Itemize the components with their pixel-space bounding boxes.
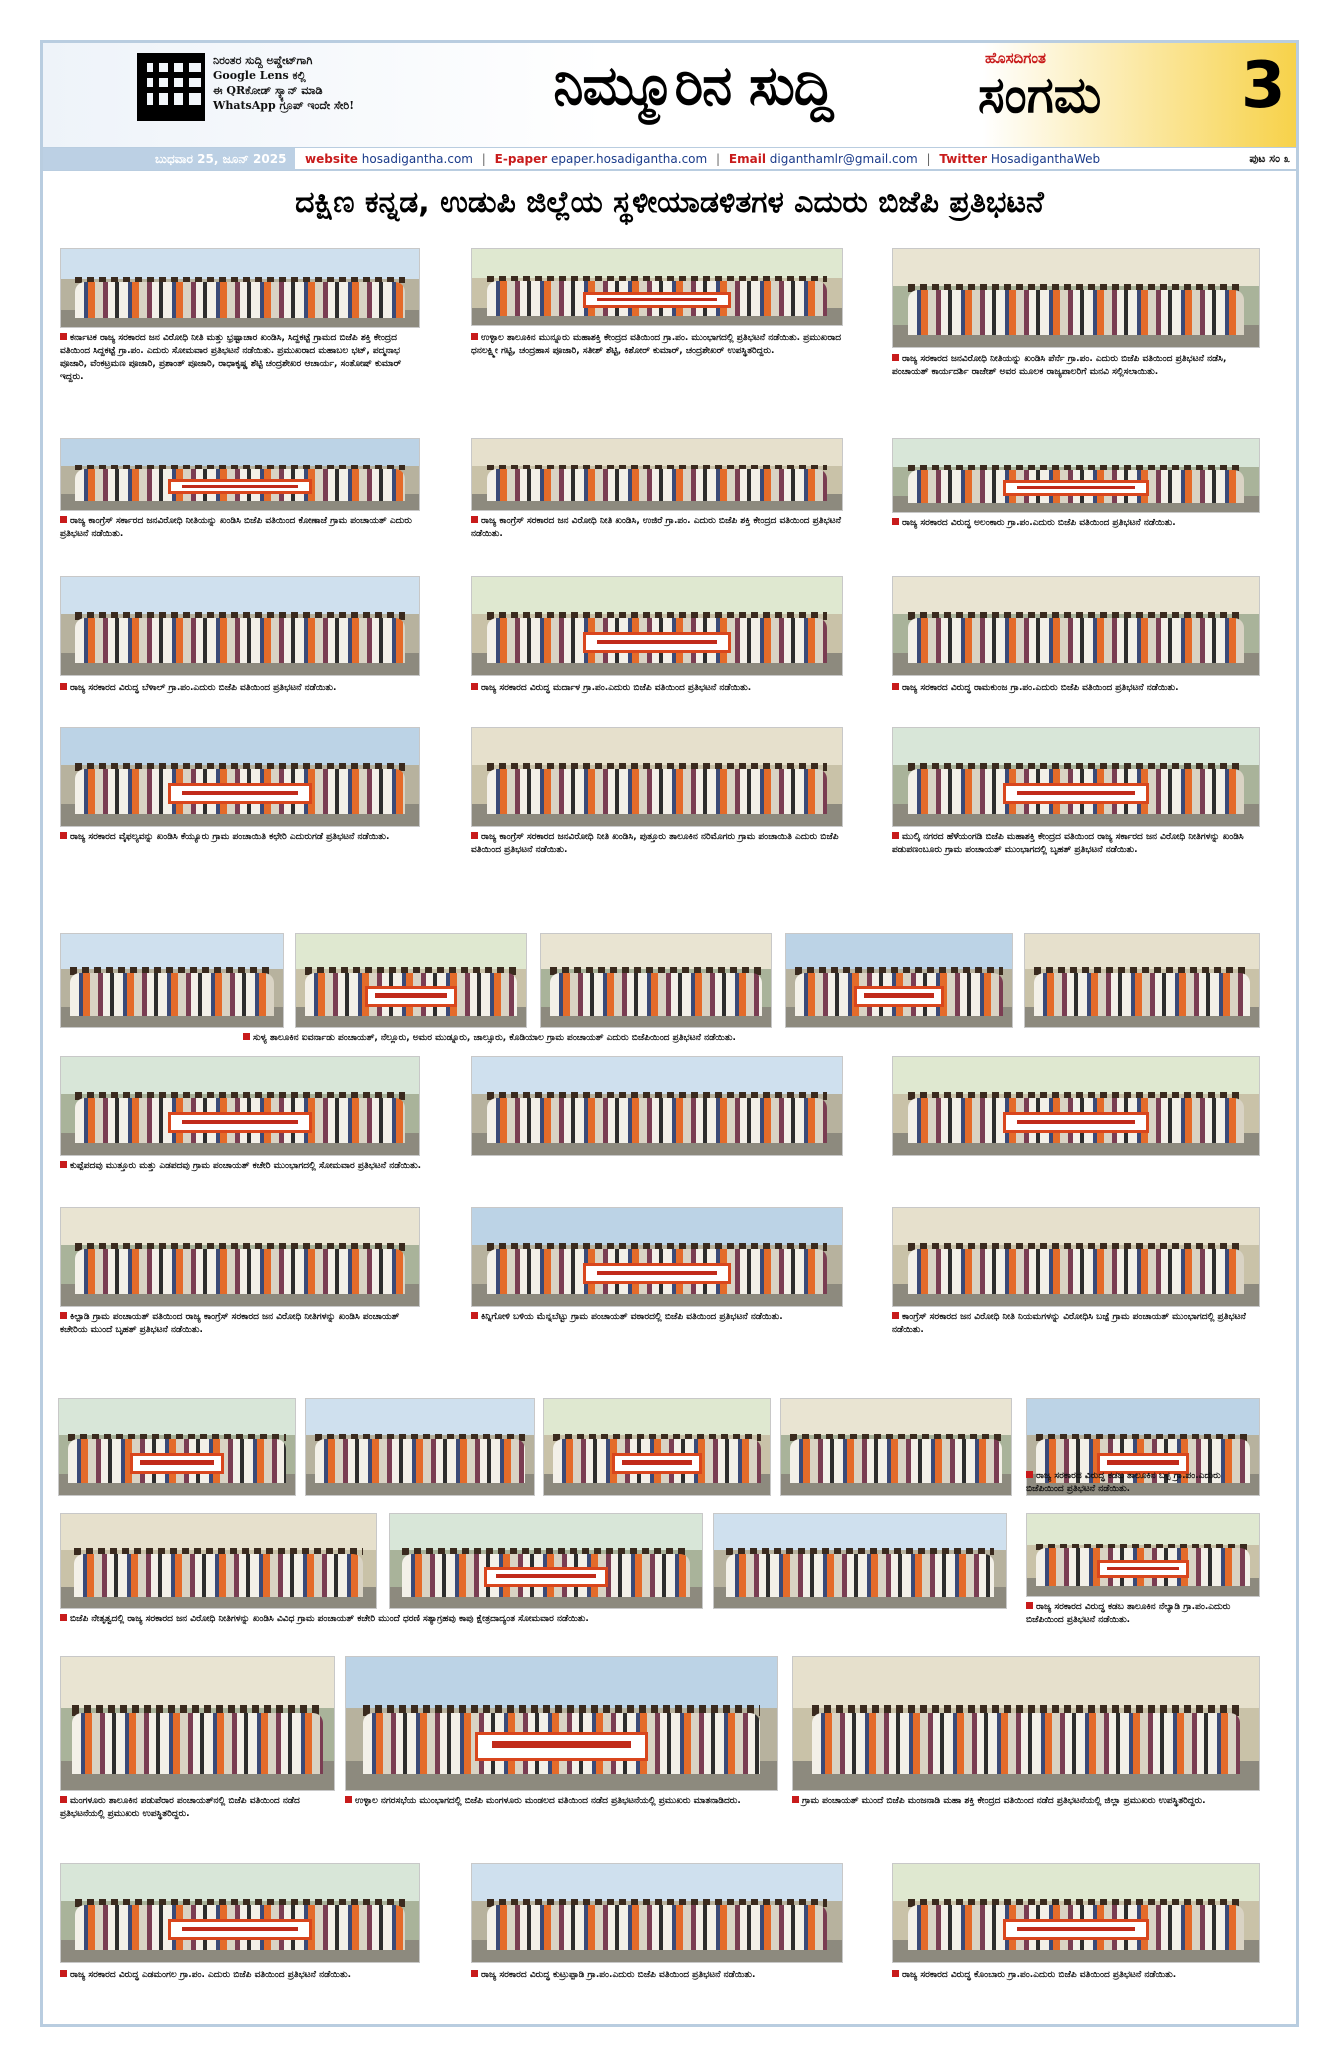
photo-crowd — [75, 282, 404, 318]
photo-caption — [471, 682, 843, 695]
photo-background — [472, 1864, 842, 1901]
news-photo — [60, 1656, 335, 1791]
protest-banner — [484, 1567, 609, 1588]
photo-caption — [1026, 1470, 1260, 1496]
protest-banner — [1097, 1560, 1190, 1578]
photo-caption — [60, 1969, 420, 1982]
photo-background — [893, 249, 1259, 286]
news-photo — [295, 933, 527, 1028]
protest-banner — [1003, 480, 1149, 496]
photo-caption — [471, 332, 843, 358]
caption-text: ರಾಜ್ಯ ಸರಕಾರದ ಜನವಿರೋಧಿ ನೀತಿಯನ್ನು ಖಂಡಿಸಿ ಪೆರ್ನೆ ಗ್ರಾ.ಪಂ. ಎದುರು ಬಿಜೆಪಿ ವತಿಯಿಂದ ಪ್ರತಿಭಟನೆ ನಡೆಸಿ, ಪಂಚಾಯತ್ ಕಾರ್ಯದರ್ಶಿ ರಾಜೇಶ್ ಅವರ ಮೂಲಕ ರಾಜ್ಯಪಾಲರಿಗೆ ಮನವಿ ಸಲ್ಲಿಸಲಾಯಿತು. — [892, 354, 1227, 377]
news-photo — [60, 727, 420, 827]
caption-text: ರಾಜ್ಯ ಸರಕಾರದ ವಿರುದ್ಧ ಕೊಂಬಾರು ಗ್ರಾ.ಪಂ.ಎದುರು ಬಿಜೆಪಿ ವತಿಯಿಂದ ಪ್ರತಿಭಟನೆ ನಡೆಯಿತು. — [902, 1970, 1177, 1980]
photo-crowd — [487, 769, 827, 814]
photo-caption — [243, 1032, 1083, 1045]
edition-name: ಸಂಗಮ — [978, 66, 1102, 124]
photo-background — [893, 577, 1259, 614]
caption-text: ರಾಜ್ಯ ಕಾಂಗ್ರೆಸ್ ಸರಕಾರದ ಜನ ವಿರೋಧಿ ನೀತಿ ಖಂಡಿಸಿ, ಉಜಿರೆ ಗ್ರಾ.ಪಂ. ಎದುರು ಬಿಜೆಪಿ ಶಕ್ತಿ ಕೇಂದ್ರದ ವತಿಯಿಂದ ಪ್ರತಿಭಟನೆ ನಡೆಯಿತು. — [471, 516, 841, 539]
twitter-label: Twitter — [939, 152, 987, 166]
paper-name: ನಿಮ್ಮೂರಿನ ಸುದ್ದಿ — [553, 54, 833, 117]
photo-background — [61, 1514, 376, 1550]
photo-caption — [892, 682, 1260, 695]
page-code: ಪುಟ ಸಂ ೩ — [1249, 152, 1290, 165]
photo-crowd — [1034, 973, 1249, 1016]
caption-text: ಉಳ್ಳಾಲ ತಾಲೂಕಿನ ಮುನ್ನೂರು ಮಹಾಶಕ್ತಿ ಕೇಂದ್ರದ ವತಿಯಿಂದ ಗ್ರಾ.ಪಂ. ಮುಂಭಾಗದಲ್ಲಿ ಪ್ರತಿಭಟನೆ ನಡೆಯಿತು. ಪ್ರಮುಖರಾದ ಧನಲಕ್ಷ್ಮೀ ಗಟ್ಟಿ, ಚಂದ್ರಹಾಸ ಪೂಜಾರಿ, ಸತೀಶ್ ಶೆಟ್ಟಿ, ಕಿಶೋರ್ ಕುಮಾರ್, ಚಂದ್ರಶೇಖರ್ ಉಪಸ್ಥಿತರಿದ್ದರು. — [471, 333, 842, 356]
caption-text: ರಾಜ್ಯ ಸರಕಾರದ ವೈಫಲ್ಯವನ್ನು ಖಂಡಿಸಿ ಕೆಯ್ಯೂರು ಗ್ರಾಮ ಪಂಚಾಯಿತಿ ಕಛೇರಿ ಎದುರುಗಡೆ ಪ್ರತಿಭಟನೆ ನಡೆಯಿತು. — [70, 832, 390, 842]
newspaper-page — [40, 40, 1299, 2027]
caption-text: ರಾಜ್ಯ ಸರಕಾರದ ವಿರುದ್ಧ ಕಡಬ ತಾಲೂಕಿನ ಬಳ್ಪ ಗ್ರಾ.ಪಂ.ಎದುರು ಬಿಜೆಪಿಯಿಂದ ಪ್ರತಿಭಟನೆ ನಡೆಯಿತು. — [1026, 1471, 1221, 1494]
photo-background — [893, 439, 1259, 467]
news-photo — [305, 1398, 535, 1496]
photo-background — [472, 728, 842, 765]
photo-caption — [60, 1311, 420, 1337]
photo-caption — [892, 353, 1260, 379]
caption-text: ರಾಜ್ಯ ಕಾಂಗ್ರೆಸ್ ಸರ್ಕಾರದ ಜನವಿರೋಧಿ ನೀತಿಯನ್ನು ಖಂಡಿಸಿ ಬಿಜೆಪಿ ವತಿಯಿಂದ ಕೋಣಾಜೆ ಗ್ರಾಮ ಪಂಚಾಯತ್ ಎದುರು ಪ್ರತಿಭಟನೆ ನಡೆಯಿತು. — [60, 516, 412, 539]
news-photo — [60, 1863, 420, 1963]
page-headline: ದಕ್ಷಿಣ ಕನ್ನಡ, ಉಡುಪಿ ಜಿಲ್ಲೆಯ ಸ್ಥಳೀಯಾಡಳಿತಗಳ ಎದುರು ಬಿಜೆಪಿ ಪ್ರತಿಭಟನೆ — [295, 185, 1044, 220]
photo-crowd — [550, 973, 762, 1016]
photo-caption — [1026, 1601, 1260, 1627]
news-photo — [892, 1056, 1260, 1156]
photo-caption — [471, 515, 843, 541]
photo-crowd — [315, 1439, 525, 1483]
photo-crowd — [726, 1554, 995, 1597]
photo-crowd — [75, 618, 404, 663]
caption-bullet-icon — [892, 1312, 899, 1319]
photo-background — [61, 934, 283, 969]
caption-text: ರಾಜ್ಯ ಸರಕಾರದ ವಿರುದ್ಧ ಕಡಬ ತಾಲೂಕಿನ ನೆಲ್ಯಾಡಿ ಗ್ರಾ.ಪಂ.ಎದುರು ಬಿಜೆಪಿಯಿಂದ ಪ್ರತಿಭಟನೆ ನಡೆಯಿತು. — [1026, 1602, 1231, 1625]
photo-background — [61, 1057, 419, 1094]
caption-text: ಕಾಂಗ್ರೆಸ್ ಸರಕಾರದ ಜನ ವಿರೋಧಿ ನೀತಿ ನಿಯಮಗಳನ್ನು ವಿರೋಧಿಸಿ ಬಜ್ಪೆ ಗ್ರಾಮ ಪಂಚಾಯತ್ ಮುಂಭಾಗದಲ್ಲಿ ಪ್ರತಿಭಟನೆ ನಡೆಯಿತು. — [892, 1312, 1246, 1335]
news-photo — [58, 1398, 296, 1496]
photo-background — [61, 249, 419, 279]
caption-bullet-icon — [60, 832, 67, 839]
separator: | — [926, 152, 931, 166]
caption-text: ಕುಪ್ಪೆಪದವು ಮುತ್ತೂರು ಮತ್ತು ಎಡಪದವು ಗ್ರಾಮ ಪಂಚಾಯತ್ ಕಚೇರಿ ಮುಂಭಾಗದಲ್ಲಿ ಸೋಮವಾರ ಪ್ರತಿಭಟನೆ ನಡೆಯಿತು. — [70, 1161, 422, 1171]
news-photo — [471, 727, 843, 827]
caption-bullet-icon — [1026, 1602, 1033, 1609]
photo-background — [61, 1864, 419, 1901]
caption-text: ಗ್ರಾಮ ಪಂಚಾಯತ್ ಮುಂದೆ ಬಿಜೆಪಿ ಮಂಜನಾಡಿ ಮಹಾ ಶಕ್ತಿ ಕೇಂದ್ರದ ವತಿಯಿಂದ ನಡೆದ ಪ್ರತಿಭಟನೆಯಲ್ಲಿ ಜಿಲ್ಲಾ ಪ್ರಮುಖರು ಉಪಸ್ಥಿತರಿದ್ದರು. — [802, 1796, 1206, 1806]
caption-bullet-icon — [60, 683, 67, 690]
photo-caption — [892, 1311, 1260, 1337]
photo-background — [781, 1399, 1011, 1435]
news-photo — [60, 1513, 377, 1609]
protest-banner — [1003, 783, 1149, 805]
caption-bullet-icon — [471, 683, 478, 690]
protest-banner — [583, 1263, 731, 1285]
caption-text: ರಾಜ್ಯ ಸರಕಾರದ ವಿರುದ್ಧ ರಾಮಕುಂಜ ಗ್ರಾ.ಪಂ.ಎದುರು ಬಿಜೆಪಿ ವತಿಯಿಂದ ಪ್ರತಿಭಟನೆ ನಡೆಯಿತು. — [902, 683, 1179, 693]
photo-crowd — [75, 1249, 404, 1294]
caption-text: ರಾಜ್ಯ ಸರಕಾರದ ವಿರುದ್ಧ ಕುಟ್ರುಪ್ಪಾಡಿ ಗ್ರಾ.ಪಂ.ಎದುರು ಬಿಜೆಪಿ ವತಿಯಿಂದ ಪ್ರತಿಭಟನೆ ನಡೆಯಿತು. — [481, 1970, 756, 1980]
news-photo — [471, 1863, 843, 1963]
news-photo — [792, 1656, 1260, 1791]
caption-bullet-icon — [345, 1796, 352, 1803]
issue-date: ಬುಧವಾರ 25, ಜೂನ್ 2025 — [43, 148, 295, 170]
news-photo — [713, 1513, 1007, 1609]
protest-banner — [365, 986, 457, 1006]
news-photo — [471, 248, 843, 326]
photo-background — [306, 1399, 534, 1435]
news-photo — [892, 576, 1260, 676]
caption-bullet-icon — [471, 333, 478, 340]
photo-background — [472, 249, 842, 278]
photo-background — [1027, 1399, 1259, 1435]
photo-background — [296, 934, 526, 969]
news-photo — [60, 438, 420, 511]
caption-text: ರಾಜ್ಯ ಕಾಂಗ್ರೆಸ್ ಸರಕಾರದ ಜನವಿರೋಧಿ ನೀತಿ ಖಂಡಿಸಿ, ಪುತ್ತೂರು ತಾಲೂಕಿನ ನರಿಮೊಗರು ಗ್ರಾಮ ಪಂಚಾಯಿತಿ ಎದುರು ಬಿಜೆಪಿ ವತಿಯಿಂದ ಪ್ರತಿಭಟನೆ ನಡೆಯಿತು. — [471, 832, 839, 855]
caption-bullet-icon — [60, 1161, 67, 1168]
caption-text: ರಾಜ್ಯ ಸರಕಾರದ ವಿರುದ್ಧ ಎಡಮಂಗಲ ಗ್ರಾ.ಪಂ. ಎದುರು ಬಿಜೆಪಿ ವತಿಯಿಂದ ಪ್ರತಿಭಟನೆ ನಡೆಯಿತು. — [70, 1970, 351, 1980]
caption-text: ರಾಜ್ಯ ಸರಕಾರದ ವಿರುದ್ಧ ಬೆಳಾಲ್ ಗ್ರಾ.ಪಂ.ಎದುರು ಬಿಜೆಪಿ ವತಿಯಿಂದ ಪ್ರತಿಭಟನೆ ನಡೆಯಿತು. — [70, 683, 337, 693]
news-photo — [543, 1398, 771, 1496]
twitter-link[interactable]: HosadiganthaWeb — [990, 152, 1101, 166]
protest-banner — [168, 783, 311, 805]
news-photo — [780, 1398, 1012, 1496]
caption-text: ರಾಜ್ಯ ಸರಕಾರದ ವಿರುದ್ಧ ಮರ್ದಾಳ ಗ್ರಾ.ಪಂ.ಎದುರು ಬಿಜೆಪಿ ವತಿಯಿಂದ ಪ್ರತಿಭಟನೆ ನಡೆಯಿತು. — [481, 683, 752, 693]
caption-text: ಕಿನ್ನಿಗೋಳಿ ಬಳಿಯ ಮೆನ್ನಬೆಟ್ಟು ಗ್ರಾಮ ಪಂಚಾಯತ್ ವಠಾರದಲ್ಲಿ ಬಿಜೆಪಿ ವತಿಯಿಂದ ಪ್ರತಿಭಟನೆ ನಡೆಯಿತು. — [481, 1312, 783, 1322]
photo-caption — [471, 1969, 843, 1982]
caption-bullet-icon — [471, 516, 478, 523]
caption-bullet-icon — [892, 832, 899, 839]
photo-background — [61, 1657, 334, 1708]
page-number: 3 — [1241, 49, 1286, 123]
news-photo — [892, 727, 1260, 827]
protest-banner — [583, 292, 731, 309]
protest-banner — [1003, 1919, 1149, 1941]
news-photo — [1026, 1513, 1260, 1597]
photo-caption — [892, 517, 1260, 530]
photo-background — [893, 1864, 1259, 1901]
photo-caption — [60, 515, 420, 541]
caption-bullet-icon — [60, 1312, 67, 1319]
separator: | — [481, 152, 486, 166]
photo-background — [1025, 934, 1259, 969]
email-link[interactable]: diganthamlr@gmail.com — [769, 152, 918, 166]
photo-background — [893, 1208, 1259, 1245]
caption-text: ಕರ್ನಾಟಕ ರಾಜ್ಯ ಸರಕಾರದ ಜನ ವಿರೋಧಿ ನೀತಿ ಮತ್ತು ಭ್ರಷ್ಟಾಚಾರ ಖಂಡಿಸಿ, ಸಿದ್ದಕಟ್ಟೆ ಗ್ರಾಮದ ಬಿಜೆಪಿ ಶಕ್ತಿ ಕೇಂದ್ರದ ವತಿಯಿಂದ ಸಿದ್ದಕಟ್ಟೆ ಗ್ರಾ.ಪಂ. ಎದುರು ಸೋಮವಾರ ಪ್ರತಿಭಟನೆ ನಡೆಯಿತು. ಪ್ರಮುಖರಾದ ಮಹಾಬಲ ಭಟ್, ಪದ್ಮನಾಭ ಪೂಜಾರಿ, ವೆಂಕಟ್ರಮಣ ಪೂಜಾರಿ, ಪ್ರಶಾಂತ್ ಪೂಜಾರಿ, ರಾಧಾಕೃಷ್ಣ ಶೆಟ್ಟಿ ಚಂದ್ರಶೇಖರ ಆಚಾರ್ಯ, ಸಂತೋಷ್ ಕುಮಾರ್ ಇದ್ದರು. — [60, 333, 402, 382]
brand-name: ಹೊಸದಿಗಂತ — [985, 49, 1046, 67]
news-photo — [60, 933, 284, 1028]
photo-crowd — [908, 618, 1245, 663]
qr-note-line: WhatsApp ಗ್ರೂಪ್ ಇಂದೇ ಸೇರಿ! — [213, 99, 355, 112]
caption-bullet-icon — [60, 1970, 67, 1977]
photo-background — [61, 1208, 419, 1245]
caption-text: ಸುಳ್ಯ ತಾಲೂಕಿನ ಐವರ್ನಾಡು ಪಂಚಾಯತ್, ನೆಲ್ಲೂರು, ಅಮರ ಮುಡ್ನೂರು, ಜಾಲ್ಸೂರು, ಕೊಡಿಯಾಲ ಗ್ರಾಮ ಪಂಚಾಯತ್ ಎದುರು ಬಿಜೆಪಿಯಿಂದ ಪ್ರತಿಭಟನೆ ನಡೆಯಿತು. — [253, 1033, 736, 1043]
photo-caption — [60, 1613, 1000, 1626]
qr-note-line: Google Lens ಕಲ್ಲಿ — [213, 69, 306, 82]
news-photo — [389, 1513, 703, 1609]
caption-bullet-icon — [892, 1970, 899, 1977]
photo-crowd — [812, 1713, 1241, 1774]
photo-background — [472, 1057, 842, 1094]
caption-bullet-icon — [471, 1312, 478, 1319]
photo-background — [61, 439, 419, 466]
photo-caption — [892, 831, 1260, 857]
qr-note-line: ನಿರಂತರ ಸುದ್ದಿ ಅಪ್ಡೇಟ್‌ಗಾಗಿ — [213, 54, 313, 67]
caption-bullet-icon — [792, 1796, 799, 1803]
news-photo — [540, 933, 772, 1028]
news-photo — [60, 1207, 420, 1307]
news-photo — [892, 248, 1260, 348]
photo-crowd — [487, 469, 827, 502]
caption-bullet-icon — [60, 333, 67, 340]
photo-crowd — [908, 1249, 1245, 1294]
photo-crowd — [74, 1554, 364, 1597]
photo-background — [472, 1208, 842, 1245]
protest-banner — [475, 1732, 647, 1761]
photo-caption — [471, 1311, 843, 1324]
photo-crowd — [908, 290, 1245, 335]
caption-bullet-icon — [471, 832, 478, 839]
photo-background — [390, 1514, 702, 1550]
photo-caption — [60, 831, 420, 844]
protest-banner — [130, 1453, 224, 1474]
photo-caption — [892, 1969, 1260, 1982]
photo-crowd — [487, 1905, 827, 1950]
caption-bullet-icon — [892, 683, 899, 690]
photo-crowd — [487, 1098, 827, 1143]
caption-text: ಮುಲ್ಕಿ ನಗರದ ಹೆಳೆಯಂಗಡಿ ಬಿಜೆಪಿ ಮಹಾಶಕ್ತಿ ಕೇಂದ್ರದ ವತಿಯಿಂದ ರಾಜ್ಯ ಸರ್ಕಾರದ ಜನ ವಿರೋಧಿ ನೀತಿಗಳನ್ನು ಖಂಡಿಸಿ ಪಡುಪಣಂಬೂರು ಗ್ರಾಮ ಪಂಚಾಯತ್ ಮುಂಭಾಗದಲ್ಲಿ ಬೃಹತ್ ಪ್ರತಿಭಟನೆ ನಡೆಯಿತು. — [892, 832, 1244, 855]
caption-text: ಕಿಲ್ಪಾಡಿ ಗ್ರಾಮ ಪಂಚಾಯತ್ ವತಿಯಿಂದ ರಾಜ್ಯ ಕಾಂಗ್ರೆಸ್ ಸರಕಾರದ ಜನ ವಿರೋಧಿ ನೀತಿಗಳನ್ನು ಖಂಡಿಸಿ ಪಂಚಾಯತ್ ಕಚೇರಿಯ ಮುಂದೆ ಬೃಹತ್ ಪ್ರತಿಭಟನೆ ನಡೆಯಿತು. — [60, 1312, 400, 1335]
news-photo — [892, 1863, 1260, 1963]
photo-caption — [60, 1160, 1260, 1173]
protest-banner — [583, 632, 731, 654]
photo-background — [893, 1057, 1259, 1094]
news-photo — [60, 1056, 420, 1156]
caption-bullet-icon — [1026, 1471, 1033, 1478]
website-label: website — [305, 152, 358, 166]
news-photo — [60, 248, 420, 328]
caption-text: ಮಂಗಳೂರು ತಾಲೂಕಿನ ಪಡುಪೆರಾರ ಪಂಚಾಯತ್‌ನಲ್ಲಿ ಬಿಜೆಪಿ ವತಿಯಿಂದ ನಡೆದ ಪ್ರತಿಭಟನೆಯಲ್ಲಿ ಪ್ರಮುಖರು ಉಪಸ್ಥಿತರಿದ್ದರು. — [60, 1796, 300, 1819]
news-photo — [471, 1207, 843, 1307]
caption-text: ಬಿಜೆಪಿ ನೇತೃತ್ವದಲ್ಲಿ ರಾಜ್ಯ ಸರಕಾರದ ಜನ ವಿರೋಧಿ ನೀತಿಗಳನ್ನು ಖಂಡಿಸಿ ವಿವಿಧ ಗ್ರಾಮ ಪಂಚಾಯತ್ ಕಚೇರಿ ಮುಂದೆ ಧರಣಿ ಸತ್ಯಾಗ್ರಹವು ಕಾಪು ಕ್ಷೇತ್ರದಾದ್ಯಂತ ಸೋಮವಾರ ನಡೆಯಿತು. — [70, 1614, 589, 1624]
photo-background — [346, 1657, 777, 1708]
epaper-link[interactable]: epaper.hosadigantha.com — [551, 152, 708, 166]
caption-bullet-icon — [60, 516, 67, 523]
photo-background — [786, 934, 1012, 969]
news-photo — [345, 1656, 778, 1791]
protest-banner — [1003, 1112, 1149, 1134]
news-photo — [60, 576, 420, 676]
photo-background — [59, 1399, 295, 1435]
caption-bullet-icon — [243, 1033, 250, 1040]
email-label: Email — [728, 152, 766, 166]
news-photo — [471, 576, 843, 676]
caption-bullet-icon — [60, 1796, 67, 1803]
website-link[interactable]: hosadigantha.com — [361, 152, 473, 166]
caption-bullet-icon — [892, 354, 899, 361]
photo-crowd — [70, 973, 274, 1016]
photo-background — [472, 439, 842, 466]
photo-crowd — [790, 1439, 1002, 1483]
photo-caption — [60, 1795, 335, 1821]
separator: | — [716, 152, 721, 166]
qr-note-line: ಈ QRಕೋಡ್ ಸ್ಕ್ಯಾನ್ ಮಾಡಿ — [213, 84, 323, 97]
protest-banner — [612, 1453, 702, 1474]
epaper-label: E-paper — [494, 152, 548, 166]
news-photo — [471, 438, 843, 511]
caption-text: ರಾಜ್ಯ ಸರಕಾರದ ವಿರುದ್ಧ ಅಲಂಕಾರು ಗ್ರಾ.ಪಂ.ಎದುರು ಬಿಜೆಪಿ ವತಿಯಿಂದ ಪ್ರತಿಭಟನೆ ನಡೆಯಿತು. — [902, 518, 1176, 528]
protest-banner — [854, 986, 944, 1006]
caption-bullet-icon — [892, 518, 899, 525]
photo-background — [544, 1399, 770, 1435]
photo-background — [1027, 1514, 1259, 1545]
news-photo — [892, 1207, 1260, 1307]
photo-caption — [60, 682, 420, 695]
photo-background — [893, 728, 1259, 765]
news-photo — [1024, 933, 1260, 1028]
caption-bullet-icon — [471, 1970, 478, 1977]
photo-caption — [345, 1795, 778, 1808]
photo-caption — [471, 831, 843, 857]
news-photo — [471, 1056, 843, 1156]
photo-background — [61, 577, 419, 614]
photo-background — [714, 1514, 1006, 1550]
photo-background — [61, 728, 419, 765]
news-photo — [892, 438, 1260, 513]
photo-caption — [60, 332, 420, 384]
protest-banner — [168, 1919, 311, 1941]
photo-crowd — [72, 1713, 323, 1774]
caption-text: ಉಳ್ಳಾಲ ನಗರಸಭೆಯ ಮುಂಭಾಗದಲ್ಲಿ ಬಿಜೆಪಿ ಮಂಗಳೂರು ಮಂಡಲದ ವತಿಯಿಂದ ನಡೆದ ಪ್ರತಿಭಟನೆಯಲ್ಲಿ ಪ್ರಮುಖರು ಮಾತನಾಡಿದರು. — [355, 1796, 741, 1806]
news-photo — [785, 933, 1013, 1028]
photo-caption — [792, 1795, 1260, 1808]
photo-background — [793, 1657, 1259, 1708]
photo-background — [472, 577, 842, 614]
protest-banner — [168, 479, 311, 495]
caption-bullet-icon — [60, 1614, 67, 1621]
photo-background — [541, 934, 771, 969]
photo-grid — [43, 43, 1296, 2024]
protest-banner — [168, 1112, 311, 1134]
